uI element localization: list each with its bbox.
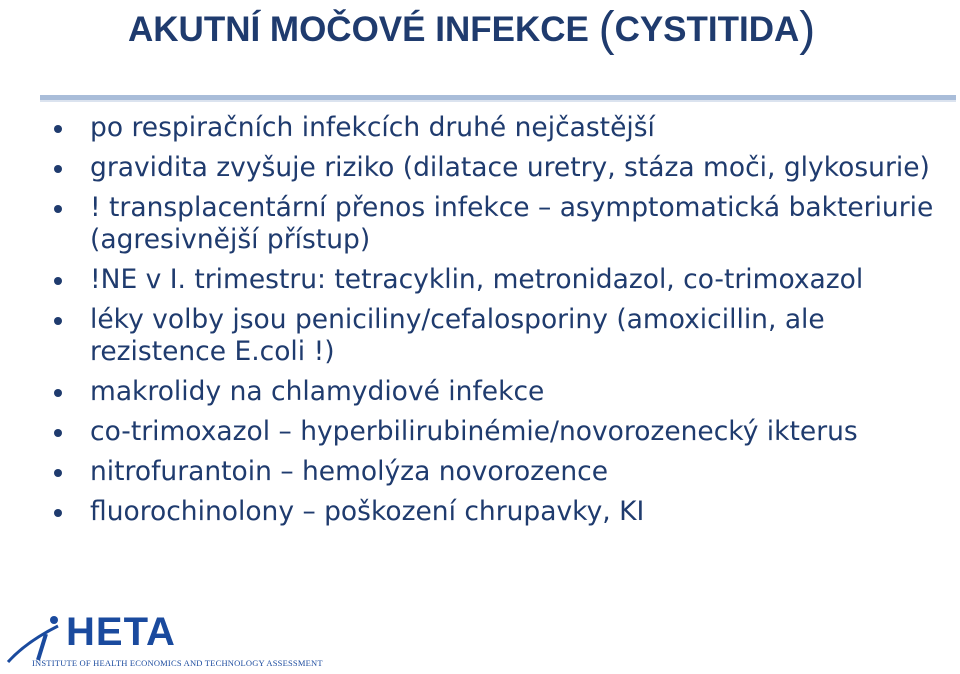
bullet-list [50, 112, 950, 536]
slide-title [128, 2, 928, 57]
logo-name: HETA [66, 610, 176, 654]
bullet-icon [54, 205, 62, 213]
bullet-icon [54, 165, 62, 173]
bullet-item [50, 264, 950, 296]
bullet-icon [54, 429, 62, 437]
bullet-icon [54, 277, 62, 285]
bullet-item [50, 304, 950, 368]
logo-subtitle: INSTITUTE OF HEALTH ECONOMICS AND TECHNOLOGY ASSESSMENT [32, 658, 323, 668]
bullet-item [50, 192, 950, 256]
bullet-item [50, 496, 950, 528]
bullet-text: !NE v I. trimestru: tetracyklin, metronidazol, co-trimoxazol [90, 264, 864, 295]
heta-logo [6, 610, 323, 670]
title-main: AKUTNÍ MOČOVÉ INFEKCE [128, 10, 599, 49]
bullet-icon [54, 317, 62, 325]
bullet-icon [54, 509, 62, 517]
bullet-text: fluorochinolony – poškození chrupavky, KI [90, 496, 645, 527]
bullet-text: léky volby jsou peniciliny/cefalosporiny (amoxicillin, ale rezistence E.coli !) [90, 304, 825, 367]
bullet-text: co-trimoxazol – hyperbilirubinémie/novorozenecký ikterus [90, 416, 858, 447]
bullet-text: makrolidy na chlamydiové infekce [90, 376, 545, 407]
title-divider-shadow [40, 100, 956, 102]
title-open-paren: ( [598, 3, 615, 56]
bullet-icon [54, 125, 62, 133]
bullet-text: po respiračních infekcích druhé nejčastější [90, 112, 655, 143]
bullet-item [50, 456, 950, 488]
bullet-item [50, 416, 950, 448]
bullet-item [50, 152, 950, 184]
bullet-item [50, 112, 950, 144]
bullet-icon [54, 389, 62, 397]
bullet-text: nitrofurantoin – hemolýza novorozence [90, 456, 609, 487]
bullet-text: gravidita zvyšuje riziko (dilatace uretry, stáza moči, glykosurie) [90, 152, 930, 183]
title-inner: CYSTITIDA [614, 10, 800, 49]
title-close-paren: ) [799, 3, 816, 56]
bullet-text: ! transplacentární přenos infekce – asymptomatická bakteriurie (agresivnější přístup) [90, 192, 934, 255]
bullet-item [50, 376, 950, 408]
bullet-icon [54, 469, 62, 477]
